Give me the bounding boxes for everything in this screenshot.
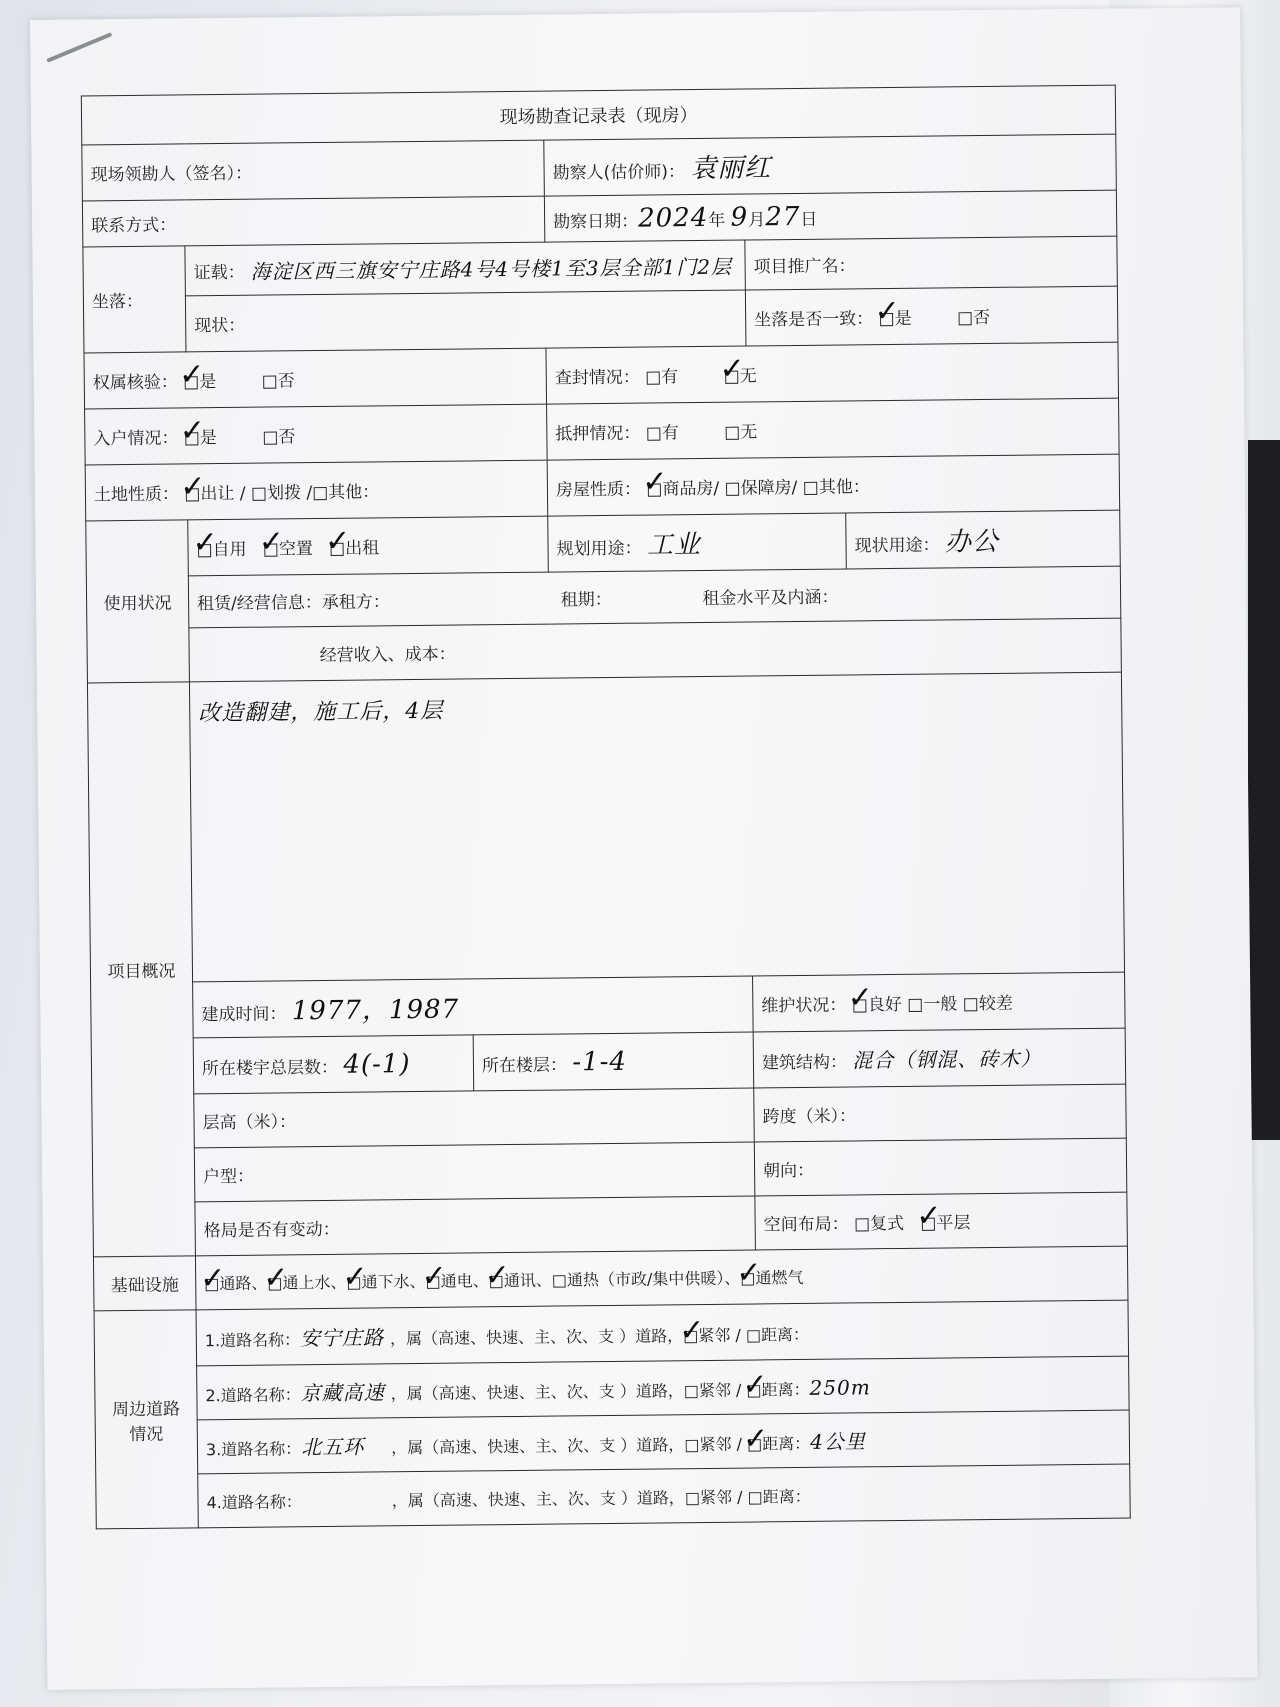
span-label: 跨度（米）：: [762, 1106, 857, 1128]
date-day: 27: [765, 201, 801, 232]
status-label: 现状：: [194, 315, 246, 337]
land-label: 土地性质：: [93, 484, 180, 506]
house-other-checkbox[interactable]: □其他：: [802, 477, 870, 498]
promo-label: 项目推广名：: [753, 256, 856, 278]
entry-label: 入户情况：: [93, 428, 179, 450]
road-sep: /: [735, 1380, 742, 1400]
infra-water-supply-checkbox[interactable]: □通上水、 ✓: [267, 1270, 346, 1294]
built-year-field[interactable]: [193, 976, 754, 1038]
road-number: 4.: [206, 1492, 222, 1512]
road-distance-checkbox[interactable]: □距离： ✓: [746, 1377, 809, 1401]
seal-field: [546, 342, 1119, 404]
road-adjacent-checkbox[interactable]: □紧邻: [683, 1380, 731, 1401]
mortgage-has-checkbox[interactable]: □有: [645, 423, 679, 444]
road-name-label: 道路名称：: [220, 1330, 301, 1351]
staple-mark: [46, 32, 112, 63]
maint-good-checkbox[interactable]: □良好 ✓: [852, 990, 902, 1016]
floor-label: 所在楼层：: [481, 1054, 568, 1076]
lead-signature-field[interactable]: [82, 140, 545, 201]
land-field: [85, 460, 548, 521]
built-label: 建成时间：: [201, 1004, 287, 1026]
infra-road-checkbox[interactable]: □通路、 ✓: [204, 1271, 267, 1295]
date-label: 勘察日期：: [553, 211, 639, 233]
road-adjacent-checkbox[interactable]: □紧邻: [684, 1434, 732, 1455]
surveyor-label: 勘察人(估价师)：: [552, 162, 685, 184]
road-row[interactable]: [196, 1300, 1129, 1366]
built-value: 1977，1987: [291, 994, 460, 1027]
road-distance-checkbox[interactable]: □距离：: [747, 1486, 811, 1507]
term-label: 租期：: [560, 589, 612, 611]
lease-label: 租赁/经营信息：承租方：: [197, 592, 390, 615]
house-type-field: [547, 454, 1120, 516]
usage-vacant-checkbox[interactable]: □空置 ✓: [263, 534, 313, 560]
infra-telecom-checkbox[interactable]: □通讯、 ✓: [489, 1268, 552, 1292]
infra-gas-checkbox[interactable]: □通燃气 ✓: [740, 1265, 803, 1289]
ownership-label: 权属核验：: [92, 372, 178, 394]
space-layout-label: 空间布局：: [763, 1214, 849, 1236]
current-usage-label: 现状用途：: [854, 535, 940, 557]
road-number: 1.: [204, 1331, 221, 1351]
income-label: 经营收入、成本：: [319, 644, 456, 667]
road-sep: /: [736, 1487, 743, 1507]
road-name-label: 道路名称：: [220, 1385, 301, 1406]
survey-date-field[interactable]: [544, 190, 1116, 242]
date-year: 2024: [637, 202, 709, 234]
consistent-no-checkbox[interactable]: □否: [956, 307, 991, 329]
road-name-label: 道路名称：: [221, 1439, 302, 1460]
surveyor-field[interactable]: [544, 134, 1117, 196]
usage-self-checkbox[interactable]: □自用 ✓: [196, 535, 246, 561]
usage-rent-checkbox[interactable]: □出租 ✓: [329, 533, 379, 559]
survey-sheet: [30, 7, 1257, 1690]
ownership-no-checkbox[interactable]: □否: [261, 371, 295, 392]
usage-options: [188, 516, 549, 576]
income-field[interactable]: [189, 618, 1122, 682]
ownership-yes-checkbox[interactable]: □是 ✓: [183, 367, 216, 392]
infra-label: 基础设施: [93, 1256, 196, 1311]
land-transfer-checkbox[interactable]: □出让 ✓: [184, 479, 234, 505]
current-usage-field[interactable]: [846, 510, 1121, 569]
road-type-text: ，属（高速、快速、主、次、支 ）道路，: [391, 1487, 685, 1510]
consistent-yes-checkbox[interactable]: □是 ✓: [878, 304, 911, 329]
road-name-label: 道路名称：: [221, 1491, 302, 1512]
road-type-text: ，属（高速、快速、主、次、支 ）道路，: [390, 1326, 684, 1349]
house-label: 房屋性质：: [555, 479, 642, 501]
plan-usage-value: 工业: [646, 530, 702, 561]
maint-fair-checkbox[interactable]: □一般: [907, 994, 958, 1015]
floor-height-label: 层高（米）：: [202, 1112, 297, 1134]
road-sep: /: [736, 1434, 743, 1454]
rent-level-label: 租金水平及内涵：: [702, 587, 839, 609]
location-label: 坐落：: [83, 246, 186, 353]
survey-form: [81, 85, 1130, 1530]
maintenance-label: 维护状况：: [761, 995, 847, 1017]
roads-label-line1: 周边道路: [111, 1399, 181, 1420]
road-distance-value: 250m: [809, 1375, 871, 1400]
infra-heating-checkbox[interactable]: □通热（市政/集中供暖）、: [551, 1268, 741, 1290]
span-field[interactable]: [754, 1084, 1127, 1142]
floor-value: -1-4: [572, 1046, 628, 1077]
seal-none-checkbox[interactable]: □无 ✓: [723, 361, 756, 386]
structure-label: 建筑结构：: [761, 1052, 848, 1074]
house-commercial-checkbox[interactable]: □商品房/ ✓: [646, 474, 719, 500]
space-layout-field: [755, 1192, 1128, 1250]
road-number: 2.: [205, 1386, 221, 1406]
seal-has-checkbox[interactable]: □有: [645, 367, 679, 388]
house-affordable-checkbox[interactable]: □保障房/: [724, 477, 798, 499]
maintenance-field: [753, 972, 1126, 1032]
roads-label-line2: 情况: [129, 1424, 164, 1445]
total-floors-field[interactable]: [193, 1035, 474, 1094]
mortgage-field: [547, 398, 1120, 460]
orientation-label: 朝向：: [762, 1160, 815, 1182]
plan-usage-label: 规划用途：: [556, 538, 642, 560]
unit-type-field[interactable]: [194, 1142, 755, 1202]
day-char: 日: [800, 209, 818, 230]
entry-yes-checkbox[interactable]: □是 ✓: [184, 423, 217, 448]
roads-label: [94, 1310, 198, 1529]
seal-label: 查封情况：: [554, 367, 640, 389]
infra-power-checkbox[interactable]: □通电、 ✓: [425, 1268, 488, 1292]
floor-height-field[interactable]: [194, 1088, 755, 1148]
plan-usage-field[interactable]: [548, 513, 847, 572]
cert-address-value: 海淀区西三旗安宁庄路4号4号楼1至3层全部1门2层: [250, 254, 733, 284]
space-flat-checkbox[interactable]: □平层 ✓: [920, 1208, 970, 1234]
land-allocate-checkbox[interactable]: / □划拨: [239, 483, 302, 504]
road-type-text: ，属（高速、快速、主、次、支 ）道路，: [391, 1435, 685, 1458]
background-object: [1248, 440, 1280, 1140]
space-duplex-checkbox[interactable]: □复式: [853, 1213, 905, 1235]
road-row[interactable]: [197, 1410, 1130, 1474]
surveyor-signature: 袁丽红: [690, 153, 772, 185]
entry-no-checkbox[interactable]: □否: [262, 427, 296, 448]
total-floors-label: 所在楼宇总层数：: [201, 1057, 339, 1079]
promo-name-field[interactable]: [745, 236, 1118, 290]
road-sep: /: [735, 1325, 741, 1345]
consistent-label: 坐落是否一致：: [754, 309, 874, 331]
orientation-field[interactable]: [754, 1138, 1127, 1196]
ownership-field: [84, 348, 547, 409]
date-month: 9: [730, 201, 749, 233]
layout-change-field[interactable]: [195, 1196, 756, 1256]
overview-note: 改造翻建，施工后，4层: [198, 698, 444, 727]
road-distance-checkbox[interactable]: □距离： ✓: [747, 1431, 810, 1455]
overview-notes-field[interactable]: [189, 672, 1124, 982]
infra-drainage-checkbox[interactable]: □通下水、 ✓: [346, 1269, 425, 1293]
unit-type-label: 户型：: [203, 1166, 255, 1188]
total-floors-value: 4(-1): [343, 1048, 411, 1080]
location-consistent-field[interactable]: [745, 286, 1118, 346]
month-char: 月: [748, 209, 766, 230]
overview-label: 项目概况: [87, 682, 195, 1257]
maint-poor-checkbox[interactable]: □较差: [962, 993, 1013, 1015]
road-name-value: 北五环: [301, 1434, 365, 1460]
lead-label: 现场领勘人（签名）：: [90, 163, 253, 186]
cert-label: 证载：: [193, 262, 245, 284]
infra-options: [195, 1246, 1128, 1310]
usage-label: 使用状况: [86, 520, 190, 683]
road-name-value: 京藏高速: [300, 1380, 385, 1406]
current-status-field[interactable]: [185, 290, 746, 352]
road-number: 3.: [205, 1440, 222, 1460]
entry-field: [85, 404, 548, 465]
land-other-checkbox[interactable]: /□其他：: [306, 482, 380, 504]
road-name-value: [302, 1506, 392, 1507]
road-adjacent-checkbox[interactable]: □紧邻 ✓: [683, 1323, 730, 1346]
mortgage-none-checkbox[interactable]: □无: [724, 422, 758, 443]
contact-label: 联系方式：: [91, 215, 177, 237]
road-distance-checkbox[interactable]: □距离：: [745, 1324, 810, 1345]
cert-address-field[interactable]: [185, 240, 745, 296]
floor-field[interactable]: [473, 1032, 754, 1091]
road-name-value: 安宁庄路: [299, 1325, 385, 1351]
layout-change-label: 格局是否有变动：: [203, 1219, 340, 1242]
contact-field[interactable]: [82, 196, 544, 247]
road-adjacent-checkbox[interactable]: □紧邻: [684, 1487, 733, 1507]
year-char: 年: [708, 210, 726, 231]
road-row[interactable]: [197, 1356, 1130, 1420]
road-row[interactable]: [198, 1464, 1131, 1528]
road-type-text: ，属（高速、快速、主、次、支 ）道路，: [390, 1381, 684, 1404]
form-title: 现场勘查记录表（现房）: [81, 85, 1115, 145]
structure-value: 混合（钢混、砖木）: [852, 1046, 1042, 1073]
mortgage-label: 抵押情况：: [555, 423, 641, 445]
current-usage-value: 办公: [944, 526, 1000, 558]
structure-field[interactable]: [753, 1028, 1126, 1088]
road-distance-value: 4公里: [810, 1429, 866, 1454]
